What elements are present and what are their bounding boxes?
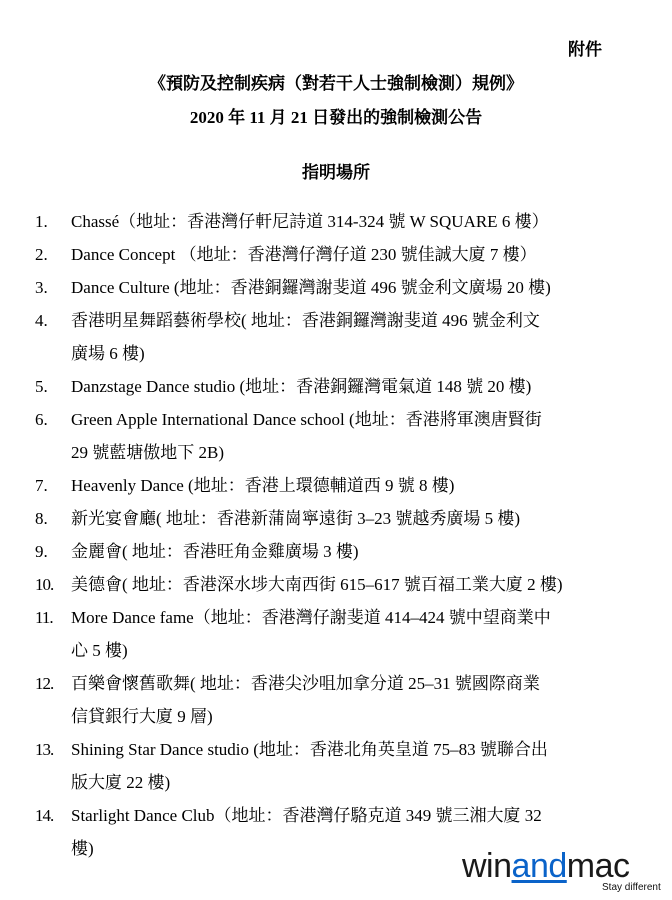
item-text: More Dance fame（地址：香港灣仔謝斐道 414–424 號中望商業中 xyxy=(71,608,551,627)
item-number: 2. xyxy=(35,245,48,264)
item-text: Chassé（地址：香港灣仔軒尼詩道 314-324 號 W SQUARE 6 樓） xyxy=(71,212,549,231)
regulation-title: 《預防及控制疾病（對若干人士強制檢測）規例》 xyxy=(149,74,523,93)
watermark-part3: mac xyxy=(566,847,630,885)
item-text: 新光宴會廳( 地址：香港新蒲崗寧遠街 3–23 號越秀廣場 5 樓) xyxy=(71,509,521,528)
item-text: Dance Concept （地址：香港灣仔灣仔道 230 號佳誠大廈 7 樓） xyxy=(71,245,537,264)
item-text: 百樂會懷舊歌舞( 地址：香港尖沙咀加拿分道 25–31 號國際商業 xyxy=(71,674,540,693)
list-item xyxy=(35,667,540,733)
item-text: Starlight Dance Club（地址：香港灣仔駱克道 349 號三湘大廈 32 xyxy=(71,806,542,825)
watermark-tagline: Stay different xyxy=(602,882,661,893)
list-item xyxy=(35,205,549,238)
item-number: 7. xyxy=(35,476,48,495)
item-text: Heavenly Dance (地址：香港上環德輔道西 9 號 8 樓) xyxy=(71,476,455,495)
item-text: Shining Star Dance studio (地址：香港北角英皇道 75–83 號聯合出 xyxy=(71,740,548,759)
item-number: 5. xyxy=(35,377,48,396)
section-title: 指明場所 xyxy=(302,163,370,182)
item-text-continued: 信貸銀行大廈 9 層) xyxy=(71,707,213,726)
attachment-label: 附件 xyxy=(568,40,602,59)
list-item xyxy=(35,601,551,667)
item-text-continued: 心 5 樓) xyxy=(71,641,128,660)
item-number: 14. xyxy=(35,806,54,825)
item-text-continued: 樓) xyxy=(71,839,94,858)
item-number: 11. xyxy=(35,608,53,627)
item-text: Dance Culture (地址：香港銅鑼灣謝斐道 496 號金利文廣場 20 樓) xyxy=(71,278,551,297)
watermark-wordmark xyxy=(462,846,630,886)
item-text-continued: 廣場 6 樓) xyxy=(71,344,145,363)
list-item xyxy=(35,304,540,370)
list-item xyxy=(35,535,359,568)
item-text: Green Apple International Dance school (地址：香港將軍澳唐賢街 xyxy=(71,410,542,429)
item-text-continued: 29 號藍塘傲地下 2B) xyxy=(71,443,224,462)
item-number: 4. xyxy=(35,311,48,330)
notice-date-title: 2020 年 11 月 21 日發出的強制檢測公告 xyxy=(189,108,483,127)
list-item xyxy=(35,238,537,271)
item-number: 8. xyxy=(35,509,48,528)
item-number: 9. xyxy=(35,542,48,561)
list-item xyxy=(35,568,563,601)
watermark-part1: win xyxy=(462,847,512,885)
item-text: 香港明星舞蹈藝術學校( 地址：香港銅鑼灣謝斐道 496 號金利文 xyxy=(71,311,540,330)
list-item xyxy=(35,403,542,469)
list-item xyxy=(35,733,548,799)
item-text: 美德會( 地址：香港深水埗大南西街 615–617 號百福工業大廈 2 樓) xyxy=(71,575,563,594)
item-text: 金麗會( 地址：香港旺角金雞廣場 3 樓) xyxy=(71,542,359,561)
item-number: 3. xyxy=(35,278,48,297)
list-item xyxy=(35,502,520,535)
item-number: 13. xyxy=(35,740,54,759)
watermark-logo xyxy=(462,846,672,900)
list-item xyxy=(35,370,531,403)
watermark-part2: and xyxy=(511,847,567,885)
item-text: Danzstage Dance studio (地址：香港銅鑼灣電氣道 148 號 20 樓) xyxy=(71,377,532,396)
item-number: 1. xyxy=(35,212,48,231)
item-number: 10. xyxy=(35,575,54,594)
item-text-continued: 版大廈 22 樓) xyxy=(71,773,171,792)
list-item xyxy=(35,469,454,502)
item-number: 12. xyxy=(35,674,54,693)
list-item xyxy=(35,271,551,304)
item-number: 6. xyxy=(35,410,48,429)
